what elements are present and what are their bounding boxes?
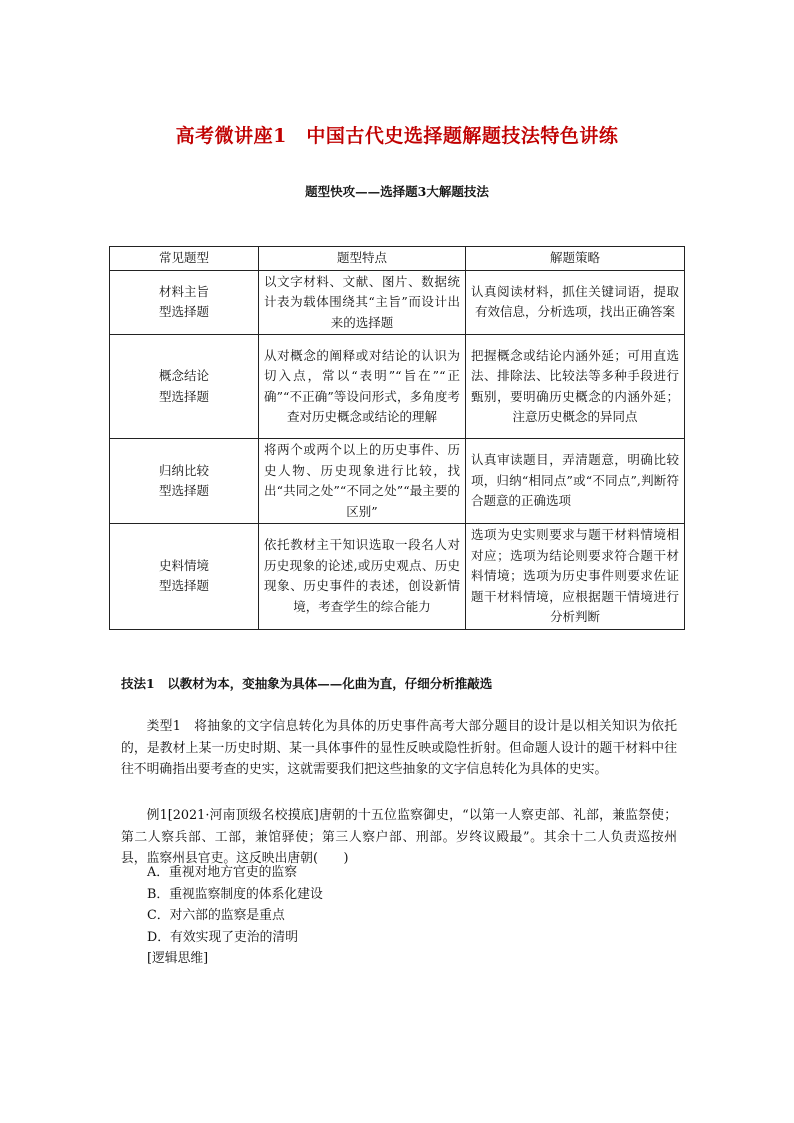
table-cell-feature: 以文字材料、文献、图片、数据统计表为载体围绕其“主旨”而设计出来的选择题 (259, 270, 466, 335)
table-cell-strategy: 把握概念或结论内涵外延；可用直选法、排除法、比较法等多种手段进行甄别，要明确历史概念的内涵外延；注意历史概念的异同点 (466, 335, 685, 439)
document-title: 高考微讲座1 中国古代史选择题解题技法特色讲练 (175, 125, 619, 147)
table-cell-type: 材料主旨 型选择题 (110, 270, 259, 335)
table-cell-strategy: 认真审读题目，弄清题意，明确比较项，归纳“相同点”或“不同点”,判断符合题意的正确选项 (466, 439, 685, 524)
table-header: 常见题型 (110, 247, 259, 271)
paragraph-example-1: 例1[2021·河南顶级名校摸底]唐朝的十五位监察御史，“以第一人察吏部、礼部，兼监祭使；第二人察兵部、工部，兼馆驿使；第三人察户部、刑部。岁终议殿最”。其余十二人负责巡按州县，监察州县官吏。这反映出唐朝( ) (121, 808, 677, 866)
paragraph-type-1: 类型1 将抽象的文字信息转化为具体的历史事件高考大部分题目的设计是以相关知识为依托的，是教材上某一历史时期、某一具体事件的显性反映或隐性折射。但命题人设计的题干材料中往往不明确指出要考查的史实，这就需要我们把这些抽象的文字信息转化为具体的史实。 (121, 719, 677, 777)
table-cell-type: 史料情境 型选择题 (110, 524, 259, 630)
table-cell-feature: 将两个或两个以上的历史事件、历史人物、历史现象进行比较，找出“共同之处”“不同之处”“最主要的区别” (259, 439, 466, 524)
option-d: D．有效实现了吏治的清明 (147, 929, 299, 945)
table-header-row (110, 247, 685, 271)
table-cell-feature: 从对概念的阐释或对结论的认识为切入点，常以“表明”“旨在”“正确”“不正确”等设问形式，多角度考查对历史概念或结论的理解 (259, 335, 466, 439)
table-row (110, 335, 685, 439)
table-header: 题型特点 (259, 247, 466, 271)
table-header: 解题策略 (466, 247, 685, 271)
logic-label: [逻辑思维] (147, 951, 209, 966)
answer-options (147, 862, 323, 970)
table-cell-strategy: 选项为史实则要求与题干材料情境相对应；选项为结论则要求符合题干材料情境；选项为历史事件则要求佐证题干材料情境，应根据题干情境进行分析判断 (466, 524, 685, 630)
question-type-table (109, 246, 685, 630)
option-c: C．对六部的监察是重点 (147, 908, 285, 923)
table-row (110, 439, 685, 524)
option-b: B．重视监察制度的体系化建设 (147, 886, 323, 902)
document-subtitle: 题型快攻——选择题3大解题技法 (305, 184, 489, 199)
table-cell-feature: 依托教材主干知识选取一段名人对历史现象的论述,或历史观点、历史现象、历史事件的表述，创设新情境，考查学生的综合能力 (259, 524, 466, 630)
table-cell-type: 归纳比较 型选择题 (110, 439, 259, 524)
table-row (110, 524, 685, 630)
section-heading: 技法1 以教材为本，变抽象为具体——化曲为直，仔细分析推敲选 (121, 676, 493, 691)
option-a: A．重视对地方官吏的监察 (147, 865, 298, 880)
table-cell-type: 概念结论 型选择题 (110, 335, 259, 439)
table-row (110, 270, 685, 335)
table-cell-strategy: 认真阅读材料，抓住关键词语，提取有效信息，分析选项，找出正确答案 (466, 270, 685, 335)
